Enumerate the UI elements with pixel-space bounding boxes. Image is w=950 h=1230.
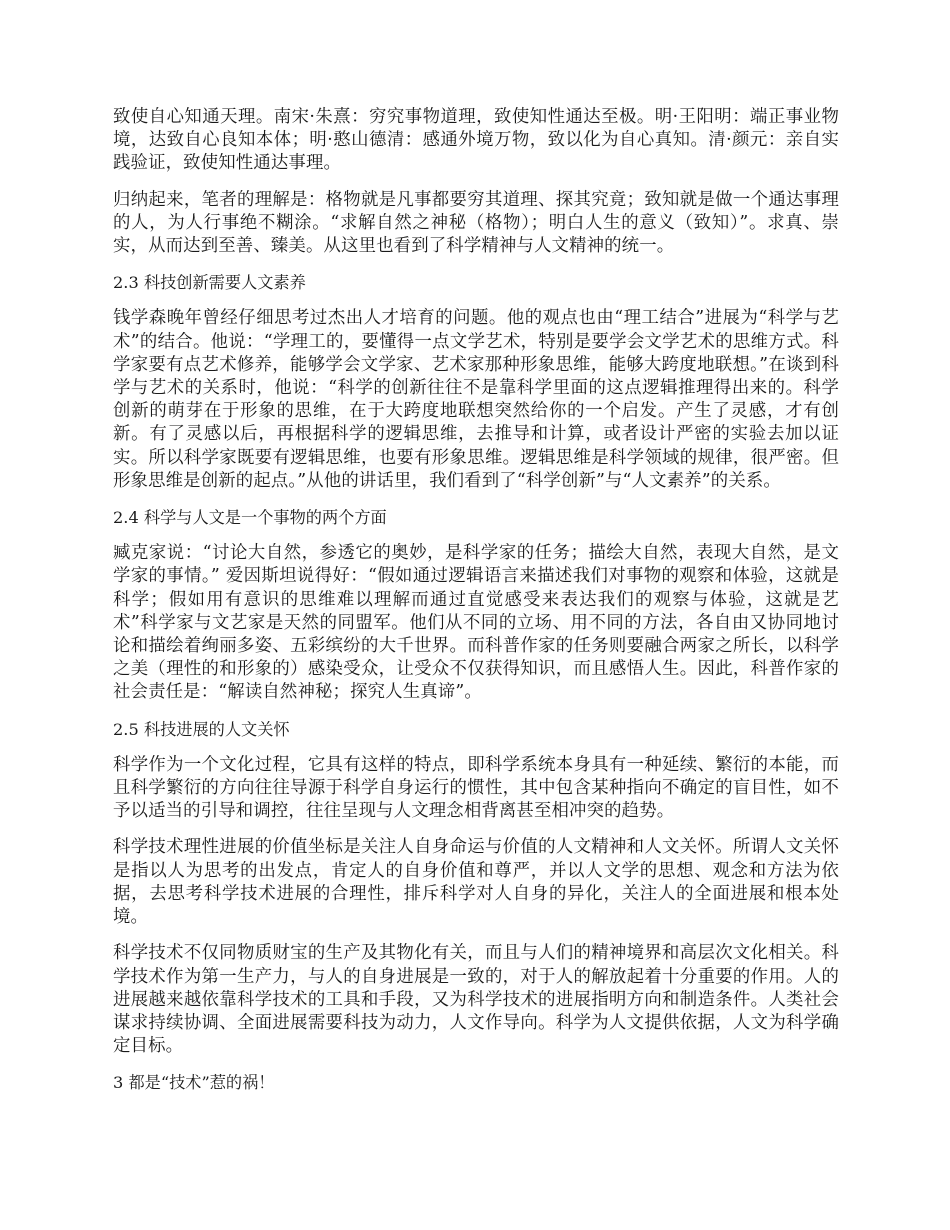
section-heading-3: 3 都是“技术”惹的祸！ [113, 1073, 275, 1093]
section-heading-2-4: 2.4 科学与人文是一个事物的两个方面 [113, 508, 387, 528]
section-heading-2-5: 2.5 科技进展的人文关怀 [113, 719, 290, 739]
document-page [113, 106, 839, 1108]
paragraph-zang-kejia: 臧克家说：“讨论大自然，参透它的奥妙，是科学家的任务；描绘大自然，表现大自然，是文学家的事情。” 爱因斯坦说得好：“假如通过逻辑语言来描述我们对事物的观察和体验，这就是科学；假如用有意识的思维难以理解而通过直觉感受来表达我们的观察与体验，这就是艺术”科学家与文艺家是天然的同盟军。他们从不同的立场、用不同的方法，各自由又协同地讨论和描绘着绚丽多姿、五彩缤纷的大千世界。而科普作家的任务则要融合两家之所长，以科学之美（理性的和形象的）感染受众，让受众不仅获得知识，而且感悟人生。因此，科普作家的社会责任是：“解读自然神秘；探究人生真谛”。 [113, 543, 839, 703]
paragraph-culture-process: 科学作为一个文化过程，它具有这样的特点，即科学系统本身具有一种延续、繁衍的本能，而且科学繁衍的方向往往导源于科学自身运行的惯性，其中包含某种指向不确定的盲目性，如不予以适当的引导和调控，往往呈现与人文理念相背离甚至相冲突的趋势。 [113, 754, 839, 822]
paragraph-summary: 归纳起来，笔者的理解是：格物就是凡事都要穷其道理、探其究竟；致知就是做一个通达事理的人，为人行事绝不糊涂。“求解自然之神秘（格物）；明白人生的意义（致知）”。求真、崇实，从而达到至善、臻美。从这里也看到了科学精神与人文精神的统一。 [113, 189, 839, 257]
paragraph-value-coordinates: 科学技术理性进展的价值坐标是关注人自身命运与价值的人文精神和人文关怀。所谓人文关怀是指以人为思考的出发点，肯定人的自身价值和尊严，并以人文学的思想、观念和方法为依据，去思考科学技术进展的合理性，排斥科学对人自身的异化，关注人的全面进展和根本处境。 [113, 837, 839, 928]
section-heading-2-3: 2.3 科技创新需要人文素养 [113, 273, 306, 293]
paragraph-productivity: 科学技术不仅同物质财宝的生产及其物化有关，而且与人们的精神境界和高层次文化相关。科学技术作为第一生产力，与人的自身进展是一致的，对于人的解放起着十分重要的作用。人的进展越来越依靠科学技术的工具和手段，又为科学技术的进展指明方向和制造条件。人类社会谋求持续协调、全面进展需要科技为动力，人文作导向。科学为人文提供依据，人文为科学确定目标。 [113, 943, 839, 1057]
paragraph-qian-xuesen: 钱学森晚年曾经仔细思考过杰出人才培育的问题。他的观点也由“理工结合”进展为“科学与艺术”的结合。他说：“学理工的，要懂得一点文学艺术，特别是要学会文学艺术的思维方式。科学家要有点艺术修养，能够学会文学家、艺术家那种形象思维，能够大跨度地联想。”在谈到科学与艺术的关系时，他说：“科学的创新往往不是靠科学里面的这点逻辑推理得出来的。科学创新的萌芽在于形象的思维，在于大跨度地联想突然给你的一个启发。产生了灵感，才有创新。有了灵感以后，再根据科学的逻辑思维，去推导和计算，或者设计严密的实验去加以证实。所以科学家既要有逻辑思维，也要有形象思维。逻辑思维是科学领域的规律，很严密。但形象思维是创新的起点。”从他的讲话里，我们看到了“科学创新”与“人文素养”的关系。 [113, 308, 839, 491]
paragraph-gewu-interpretations: 致使自心知通天理。南宋·朱熹：穷究事物道理，致使知性通达至极。明·王阳明：端正事业物境，达致自心良知本体；明·憨山德清：感通外境万物，致以化为自心真知。清·颜元：亲自实践验证，致使知性通达事理。 [113, 107, 839, 174]
